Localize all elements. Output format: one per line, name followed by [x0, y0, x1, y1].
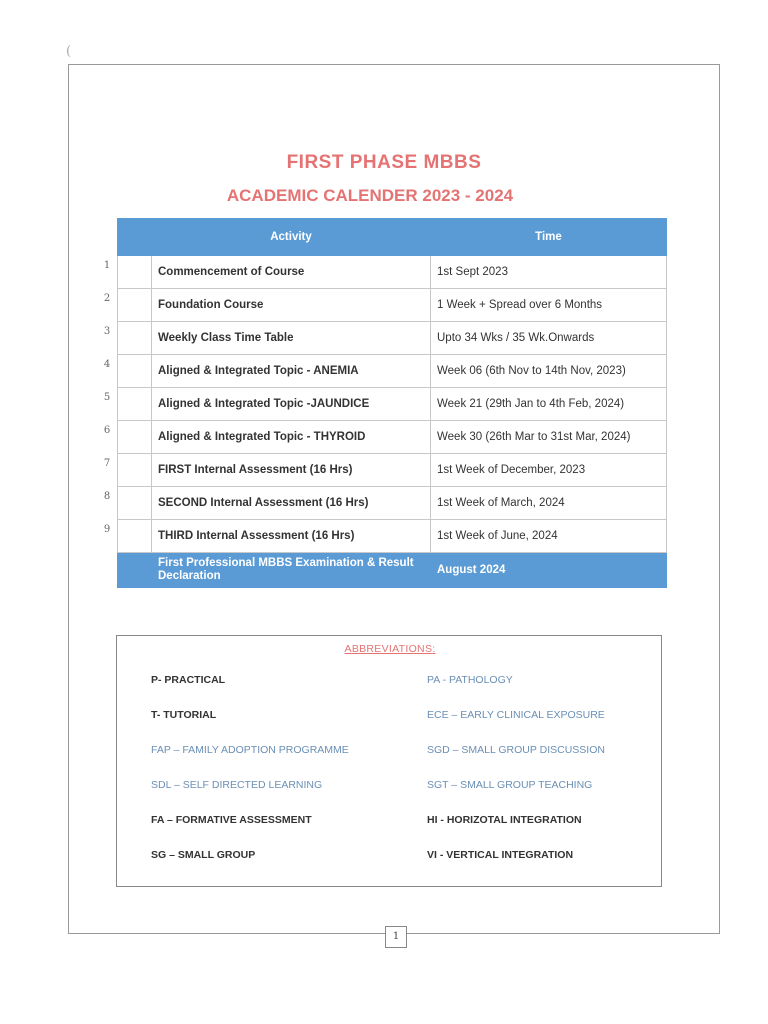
abbreviation-item: P- PRACTICAL [151, 674, 226, 686]
academic-calendar-table [117, 218, 667, 588]
time-cell: Upto 34 Wks / 35 Wk.Onwards [431, 322, 667, 355]
table-row [118, 256, 667, 289]
time-cell: 1st Week of December, 2023 [431, 454, 667, 487]
row-number: 6 [103, 425, 111, 436]
abbreviation-item: PA - PATHOLOGY [427, 674, 513, 686]
activity-cell: Aligned & Integrated Topic - THYROID [152, 421, 431, 454]
time-cell: Week 21 (29th Jan to 4th Feb, 2024) [431, 388, 667, 421]
row-number-column [100, 256, 114, 553]
row-number: 3 [103, 326, 111, 337]
table-row [118, 355, 667, 388]
table-row [118, 421, 667, 454]
time-cell: 1 Week + Spread over 6 Months [431, 289, 667, 322]
header-activity: Activity [152, 219, 431, 256]
activity-cell: Weekly Class Time Table [152, 322, 431, 355]
activity-cell: Aligned & Integrated Topic - ANEMIA [152, 355, 431, 388]
time-cell: Week 30 (26th Mar to 31st Mar, 2024) [431, 421, 667, 454]
final-exam-row [118, 553, 667, 588]
time-cell: 1st Week of June, 2024 [431, 520, 667, 553]
activity-cell: Aligned & Integrated Topic -JAUNDICE [152, 388, 431, 421]
page-title: FIRST PHASE MBBS [286, 152, 482, 173]
abbreviation-item: HI - HORIZOTAL INTEGRATION [427, 814, 582, 826]
abbreviations-box [116, 635, 662, 887]
row-number: 9 [103, 524, 111, 535]
abbreviations-title: ABBREVIATIONS: [344, 643, 436, 655]
row-number: 4 [103, 359, 111, 370]
abbreviation-item: T- TUTORIAL [151, 709, 217, 721]
header-blank [118, 219, 152, 256]
row-number: 1 [103, 260, 111, 271]
header-time: Time [431, 219, 667, 256]
activity-cell: SECOND Internal Assessment (16 Hrs) [152, 487, 431, 520]
table-row [118, 289, 667, 322]
table-row [118, 487, 667, 520]
abbreviation-item: VI - VERTICAL INTEGRATION [427, 849, 574, 861]
table-header-row [118, 219, 667, 256]
abbreviation-item: FA – FORMATIVE ASSESSMENT [151, 814, 312, 826]
page-subtitle: ACADEMIC CALENDER 2023 - 2024 [226, 186, 514, 205]
row-number: 2 [103, 293, 111, 304]
activity-cell: THIRD Internal Assessment (16 Hrs) [152, 520, 431, 553]
table-row [118, 520, 667, 553]
activity-cell: FIRST Internal Assessment (16 Hrs) [152, 454, 431, 487]
activity-cell: Foundation Course [152, 289, 431, 322]
abbreviation-item: SG – SMALL GROUP [151, 849, 256, 861]
table-row [118, 322, 667, 355]
row-number: 8 [103, 491, 111, 502]
corner-mark: ( [66, 44, 72, 59]
time-cell: Week 06 (6th Nov to 14th Nov, 2023) [431, 355, 667, 388]
table-row [118, 388, 667, 421]
activity-cell: First Professional MBBS Examination & Result Declaration [152, 553, 431, 588]
abbreviation-item: ECE – EARLY CLINICAL EXPOSURE [427, 709, 605, 721]
activity-cell: Commencement of Course [152, 256, 431, 289]
time-cell: 1st Week of March, 2024 [431, 487, 667, 520]
table-row [118, 454, 667, 487]
abbreviation-item: FAP – FAMILY ADOPTION PROGRAMME [151, 744, 349, 756]
abbreviation-item: SDL – SELF DIRECTED LEARNING [151, 779, 323, 791]
row-number: 7 [103, 458, 111, 469]
abbreviation-item: SGD – SMALL GROUP DISCUSSION [427, 744, 605, 756]
abbreviation-item: SGT – SMALL GROUP TEACHING [427, 779, 593, 791]
row-number: 5 [103, 392, 111, 403]
time-cell: 1st Sept 2023 [431, 256, 667, 289]
time-cell: August 2024 [431, 553, 667, 588]
page-number: 1 [385, 926, 407, 948]
